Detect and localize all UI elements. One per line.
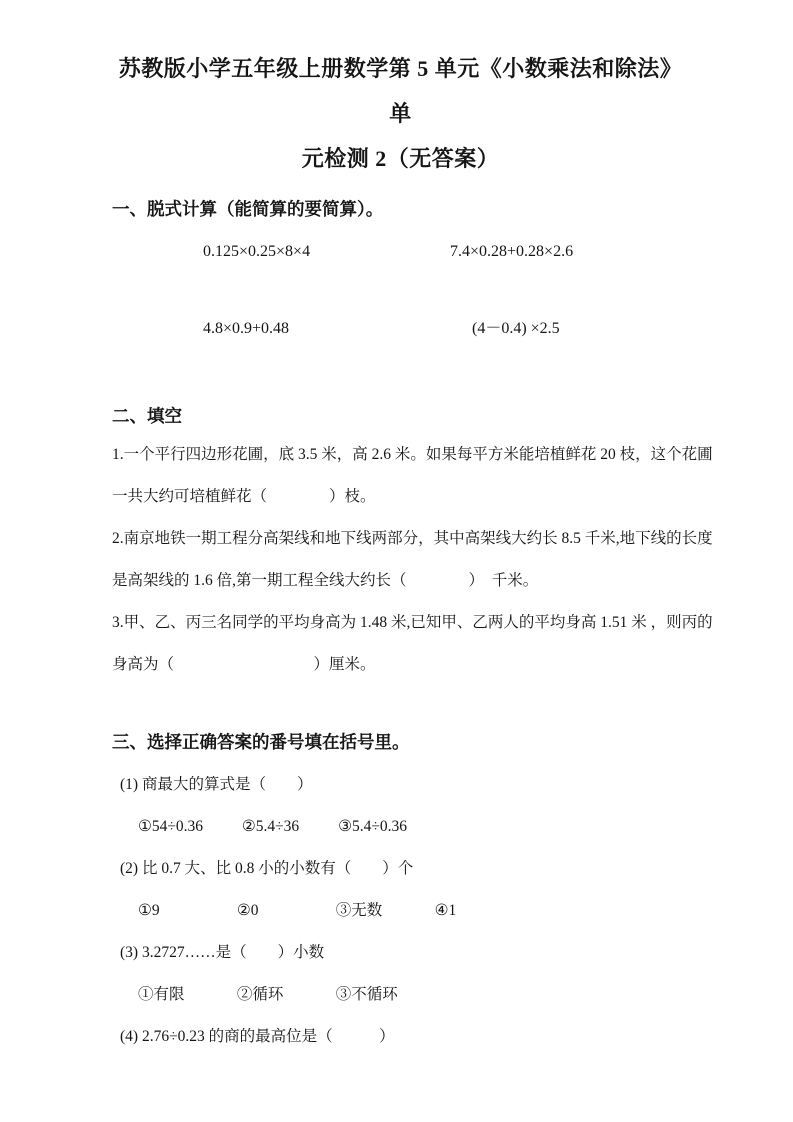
choice-question-1-options: [112, 806, 689, 848]
fill-item-3-line-1: 3.甲、乙、丙三名同学的平均身高为 1.48 米,已知甲、乙两人的平均身高 1.51 米 ，则丙的: [112, 614, 713, 631]
fill-item-2-line-2: 是高架线的 1.6 倍,第一期工程全线大约长（ ） 千米。: [112, 572, 539, 589]
calc-problem-4: (4－0.4) ×2.5: [472, 320, 560, 337]
choice-q2-option-2: ②0: [236, 902, 259, 919]
choice-question-3-options: [112, 974, 689, 1016]
choice-q1-option-1: ①54÷0.36: [138, 818, 204, 835]
choice-question-3-prompt: (3) 3.2727……是（ ）小数: [120, 944, 325, 961]
calc-problem-3: 4.8×0.9+0.48: [203, 320, 290, 337]
choice-question-2-options: [112, 890, 689, 932]
title-line-2: 元检测 2（无答案）: [301, 146, 500, 171]
section-2-header: 二、填空: [112, 406, 182, 426]
choice-q1-option-3: ③5.4÷0.36: [338, 818, 407, 835]
fill-item-2-line-1: 2.南京地铁一期工程分高架线和地下线两部分，其中高架线大约长 8.5 千米,地下线的长度: [112, 530, 713, 547]
calc-problem-1: 0.125×0.25×8×4: [203, 243, 311, 260]
calc-problem-row-1: [112, 241, 689, 263]
section-calculation: [112, 197, 689, 340]
fill-item-1-line-2: 一共大约可培植鲜花（ ）枝。: [112, 488, 376, 505]
choice-question-4-prompt: (4) 2.76÷0.23 的商的最高位是（ ）: [120, 1028, 395, 1045]
choice-q3-option-2: ②循环: [236, 986, 284, 1003]
choice-q3-option-1: ①有限: [138, 986, 185, 1003]
choice-q2-option-4: ④1: [434, 902, 457, 919]
page-title: [112, 46, 689, 181]
fill-item-1-line-1: 1.一个平行四边形花圃，底 3.5 米，高 2.6 米。如果每平方米能培植鲜花 20 枝，这个花圃: [112, 446, 713, 463]
section-fill-in-blanks: [112, 404, 713, 686]
section-1-header: 一、脱式计算（能简算的要简算）。: [112, 199, 384, 219]
choice-q3-option-3: ③不循环: [335, 986, 398, 1003]
fill-item-3-line-2: 身高为（ ）厘米。: [112, 656, 376, 673]
section-3-header: 三、选择正确答案的番号填在括号里。: [112, 732, 410, 752]
section-multiple-choice: [112, 730, 689, 1058]
calc-problem-row-2: [112, 318, 689, 340]
choice-question-2-prompt: (2) 比 0.7 大、比 0.8 小的小数有（ ）个: [120, 860, 414, 877]
choice-questions: [112, 764, 689, 1058]
choice-question-1-prompt: (1) 商最大的算式是（ ）: [120, 776, 313, 793]
title-line-1: 苏教版小学五年级上册数学第 5 单元《小数乘法和除法》单: [118, 56, 683, 126]
choice-q2-option-3: ③无数: [335, 902, 383, 919]
calc-problem-2: 7.4×0.28+0.28×2.6: [450, 243, 574, 260]
fill-items: [112, 434, 713, 686]
choice-q2-option-1: ①9: [138, 902, 160, 919]
choice-q1-option-2: ②5.4÷36: [241, 818, 300, 835]
